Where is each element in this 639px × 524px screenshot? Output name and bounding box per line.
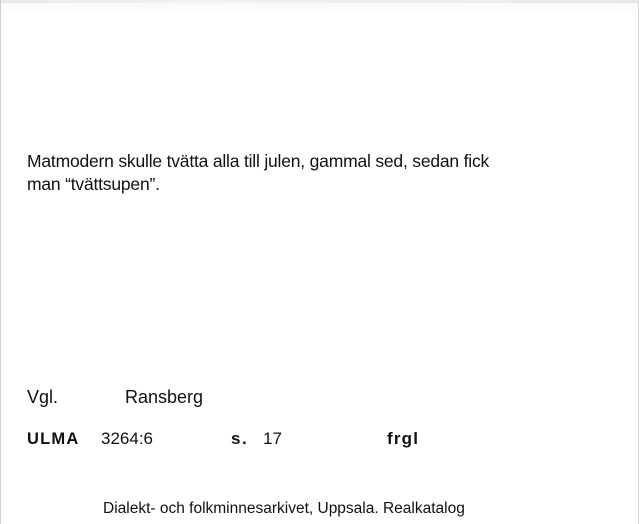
card-text-line: man “tvättsupen”. — [27, 174, 160, 194]
page-label: s. — [231, 429, 249, 448]
vgl-label: Vgl. — [27, 387, 59, 407]
accession-number: 3264:6 — [101, 429, 153, 448]
card-top-edge — [1, 0, 638, 3]
category-code: frgl — [387, 429, 420, 448]
card-text-line: Matmodern skulle tvätta alla till julen, gammal sed, sedan fick — [27, 151, 490, 171]
archive-code: ULMA — [27, 430, 80, 448]
place-name: Ransberg — [125, 387, 204, 407]
page-number: 17 — [263, 429, 282, 448]
footer-caption: Dialekt- och folkminnesarkivet, Uppsala. Realkatalog — [103, 500, 465, 517]
card-text — [27, 150, 617, 196]
